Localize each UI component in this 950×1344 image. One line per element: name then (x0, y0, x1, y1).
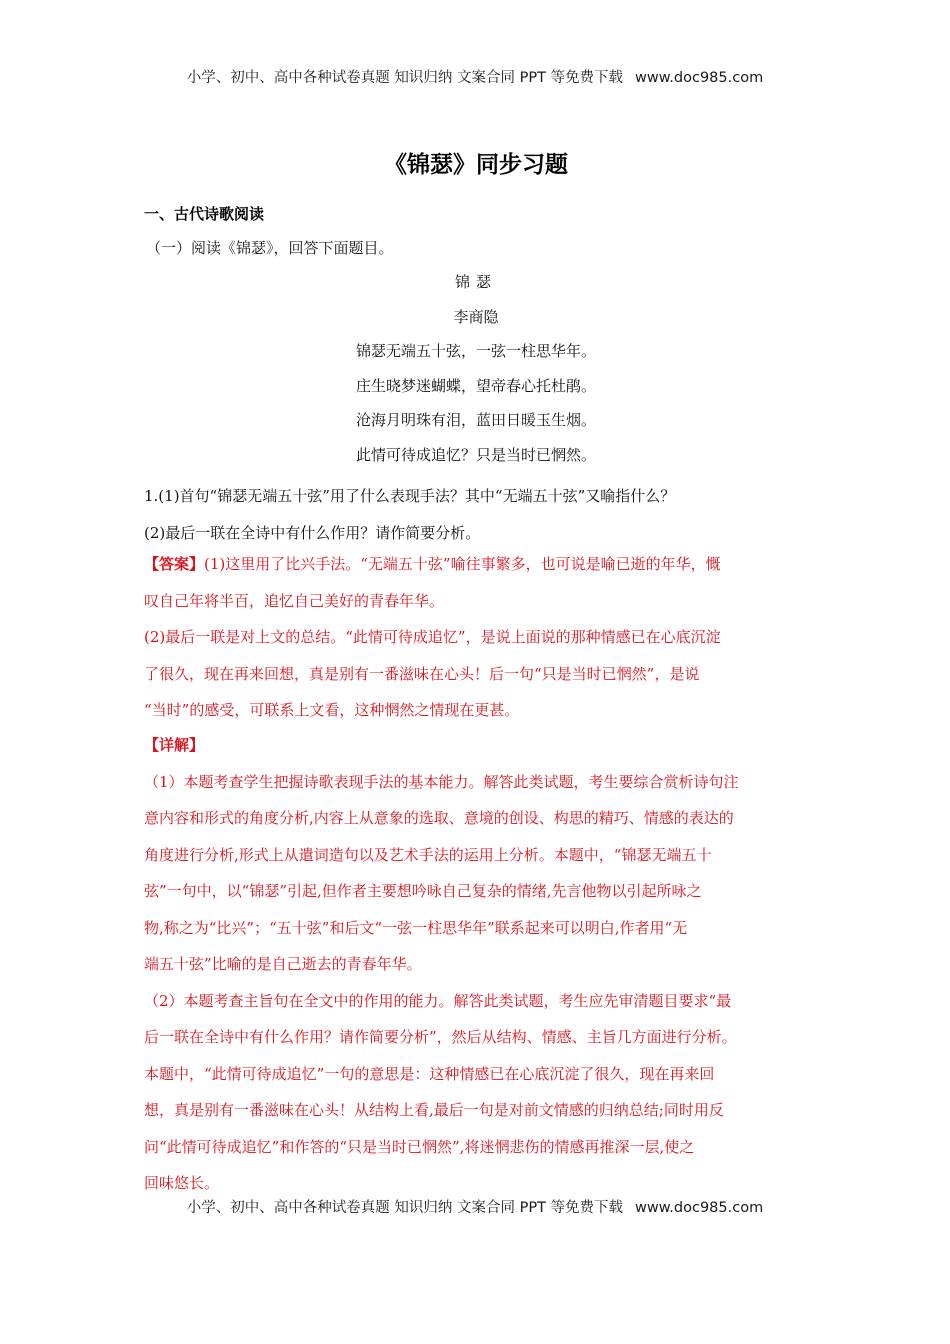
detail-block (144, 727, 808, 1202)
section-heading: 一、古代诗歌阅读 (144, 205, 265, 223)
answer-line (144, 546, 808, 583)
detail-line: 端五十弦”比喻的是自己逝去的青春年华。 (144, 955, 422, 973)
header-site-link[interactable]: www.doc985.com (635, 70, 764, 86)
poem-line: 锦瑟无端五十弦，一弦一柱思华年。 (355, 342, 596, 360)
question-line: (2)最后一联在全诗中有什么作用？请作简要分析。 (144, 523, 481, 542)
detail-line: 后一联在全诗中有什么作用？请作简要分析”，然后从结构、情感、主旨几方面进行分析。 (144, 1028, 737, 1046)
footer-slogan: 小学、初中、高中各种试卷真题 知识归纳 文案合同 PPT 等免费下载 (186, 1200, 624, 1216)
detail-line: 意内容和形式的角度分析,内容上从意象的选取、意境的创设、构思的精巧、情感的表达的 (144, 809, 734, 827)
question-block (144, 478, 808, 551)
answer-block (144, 546, 808, 729)
poem-title: 锦瑟 (454, 273, 497, 291)
poem-line: 庄生晓梦迷蝴蝶，望帝春心托杜鹃。 (355, 376, 596, 395)
detail-line: 问“此情可待成追忆”和作答的“只是当时已惘然”,将迷惘悲伤的情感再推深一层,使之 (144, 1137, 695, 1156)
poem-author: 李商隐 (453, 307, 499, 326)
answer-label: 【答案】 (144, 555, 205, 573)
detail-line: 物,称之为“比兴”；“五十弦”和后文“一弦一柱思华年”联系起来可以明白,作者用“无 (144, 918, 688, 937)
answer-text: (1)这里用了比兴手法。“无端五十弦”喻往事繁多，也可说是喻已逝的年华，慨 (204, 555, 721, 573)
header-slogan: 小学、初中、高中各种试卷真题 知识归纳 文案合同 PPT 等免费下载 (186, 70, 624, 86)
question-line: 1.(1)首句“锦瑟无端五十弦”用了什么表现手法？其中“无端五十弦”又喻指什么？ (144, 487, 676, 505)
poem-line: 沧海月明珠有泪，蓝田日暖玉生烟。 (355, 411, 596, 429)
answer-line: (2)最后一联是对上文的总结。“此情可待成追忆”，是说上面说的那种情感已在心底沉淀 (144, 628, 721, 646)
detail-line: 回味悠长。 (144, 1174, 220, 1192)
detail-line: 本题中，“此情可待成追忆”一句的意思是：这种情感已在心底沉淀了很久，现在再来回 (144, 1064, 715, 1083)
poem-line: 此情可待成追忆？只是当时已惘然。 (355, 445, 596, 464)
answer-line: 叹自己年将半百，追忆自己美好的青春年华。 (144, 591, 445, 610)
detail-line: 角度进行分析,形式上从遣词造句以及艺术手法的运用上分析。本题中，“锦瑟无端五十 (144, 845, 712, 864)
document-title: 《锦瑟》同步习题 (384, 152, 568, 178)
page-footer (0, 1196, 950, 1217)
sub-heading: （一）阅读《锦瑟》，回答下面题目。 (146, 239, 394, 257)
page-header (0, 66, 950, 87)
poem (144, 270, 808, 477)
detail-label: 【详解】 (144, 736, 205, 754)
detail-line: （1）本题考查学生把握诗歌表现手法的基本能力。解答此类试题，考生要综合赏析诗句注 (144, 772, 739, 791)
answer-line: 了很久，现在再来回想，真是别有一番滋味在心头！后一句“只是当时已惘然”，是说 (144, 664, 700, 683)
footer-site-link[interactable]: www.doc985.com (635, 1200, 764, 1216)
answer-line: “当时”的感受，可联系上文看，这种惘然之情现在更甚。 (144, 701, 520, 719)
detail-line: （2）本题考查主旨句在全文中的作用的能力。解答此类试题，考生应先审清题目要求“最 (144, 991, 732, 1010)
detail-line: 想，真是别有一番滋味在心头！从结构上看,最后一句是对前文情感的归纳总结;同时用反 (144, 1101, 724, 1119)
detail-line: 弦”一句中，以“锦瑟”引起,但作者主要想吟咏自己复杂的情绪,先言他物以引起所咏之 (144, 882, 702, 900)
